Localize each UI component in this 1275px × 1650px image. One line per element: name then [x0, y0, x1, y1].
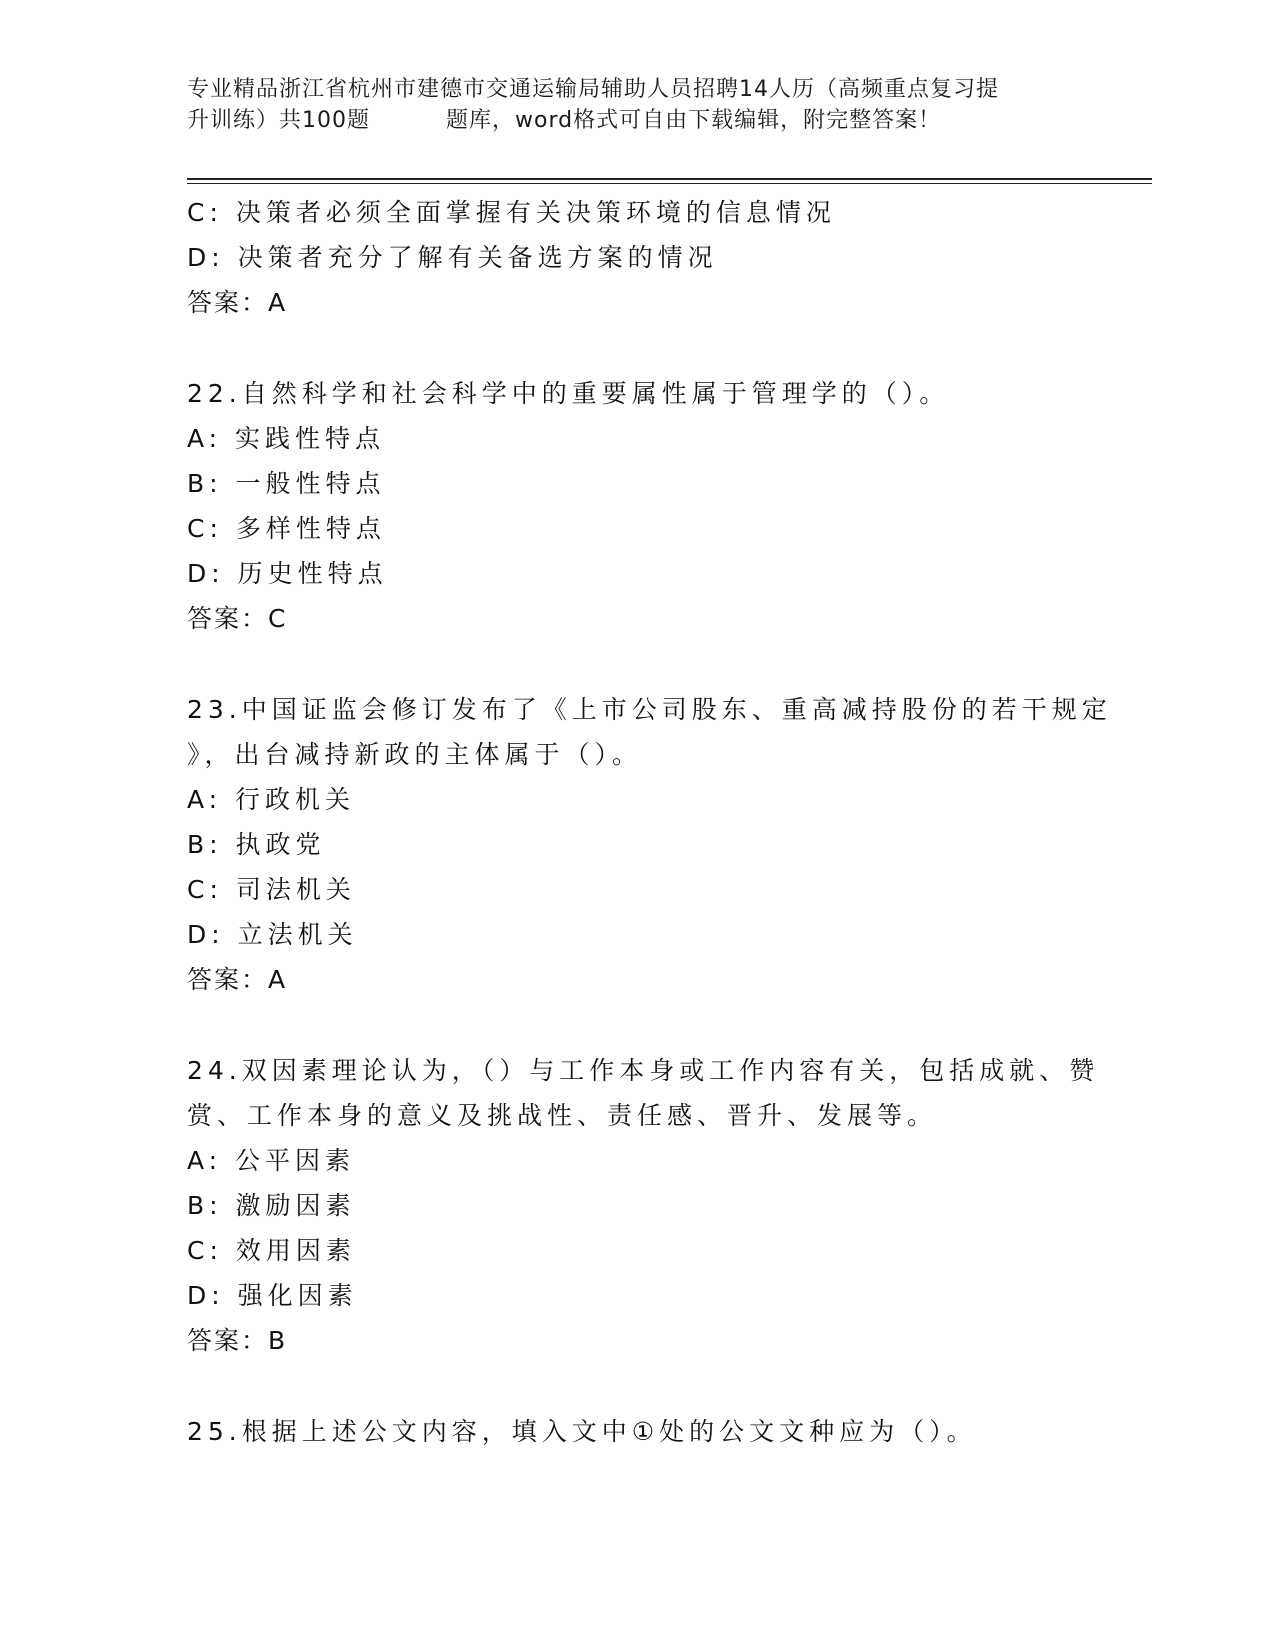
- option-c: C: 多样性特点: [187, 514, 386, 543]
- answer: 答案：A: [187, 288, 288, 317]
- question-stem: 24.双因素理论认为，（）与工作本身或工作内容有关，包括成就、赞: [187, 1056, 1100, 1085]
- option-c: C: 效用因素: [187, 1236, 356, 1265]
- answer: 答案：A: [187, 965, 288, 994]
- header-line-2: [187, 105, 1067, 136]
- question-25: [187, 1409, 1087, 1454]
- header-rule-thick: [187, 178, 1152, 180]
- option-c: C: 司法机关: [187, 875, 356, 904]
- option-a: A: 行政机关: [187, 785, 356, 814]
- answer: 答案：B: [187, 1326, 288, 1355]
- question-stem: 23.中国证监会修订发布了《上市公司股东、重高减持股份的若干规定: [187, 695, 1112, 724]
- option-a: A: 实践性特点: [187, 424, 386, 453]
- question-stem: 22.自然科学和社会科学中的重要属性属于管理学的（）。: [187, 379, 950, 408]
- option-d: D: 立法机关: [187, 920, 358, 949]
- question-23: [187, 687, 1112, 1002]
- option-a: A: 公平因素: [187, 1146, 356, 1175]
- question-stem-cont: 》，出台减持新政的主体属于（）。: [187, 740, 643, 769]
- header-line-1: 专业精品浙江省杭州市建德市交通运输局辅助人员招聘14人历（高频重点复习提: [187, 77, 999, 102]
- option-b: B: 一般性特点: [187, 469, 386, 498]
- option-d: D: 强化因素: [187, 1281, 358, 1310]
- option-d: D: 历史性特点: [187, 559, 388, 588]
- header-line-2-right: 题库，word格式可自由下载编辑，附完整答案！: [446, 108, 942, 133]
- question-stem-cont: 赏、工作本身的意义及挑战性、责任感、晋升、发展等。: [187, 1101, 938, 1130]
- option-b: B: 激励因素: [187, 1191, 356, 1220]
- option-c: C: 决策者必须全面掌握有关决策环境的信息情况: [187, 198, 836, 227]
- page-header: [187, 74, 1067, 136]
- question-22: [187, 371, 1087, 641]
- question-stem: 25.根据上述公文内容，填入文中①处的公文文种应为（）。: [187, 1417, 977, 1446]
- question-24: [187, 1048, 1100, 1363]
- answer: 答案：C: [187, 604, 288, 633]
- option-d: D: 决策者充分了解有关备选方案的情况: [187, 243, 718, 272]
- option-b: B: 执政党: [187, 830, 326, 859]
- header-rule-thin: [187, 183, 1152, 184]
- header-line-2-left: 升训练）共100题: [187, 108, 370, 133]
- document-body: [187, 190, 1112, 1454]
- question-21-tail: [187, 190, 1087, 325]
